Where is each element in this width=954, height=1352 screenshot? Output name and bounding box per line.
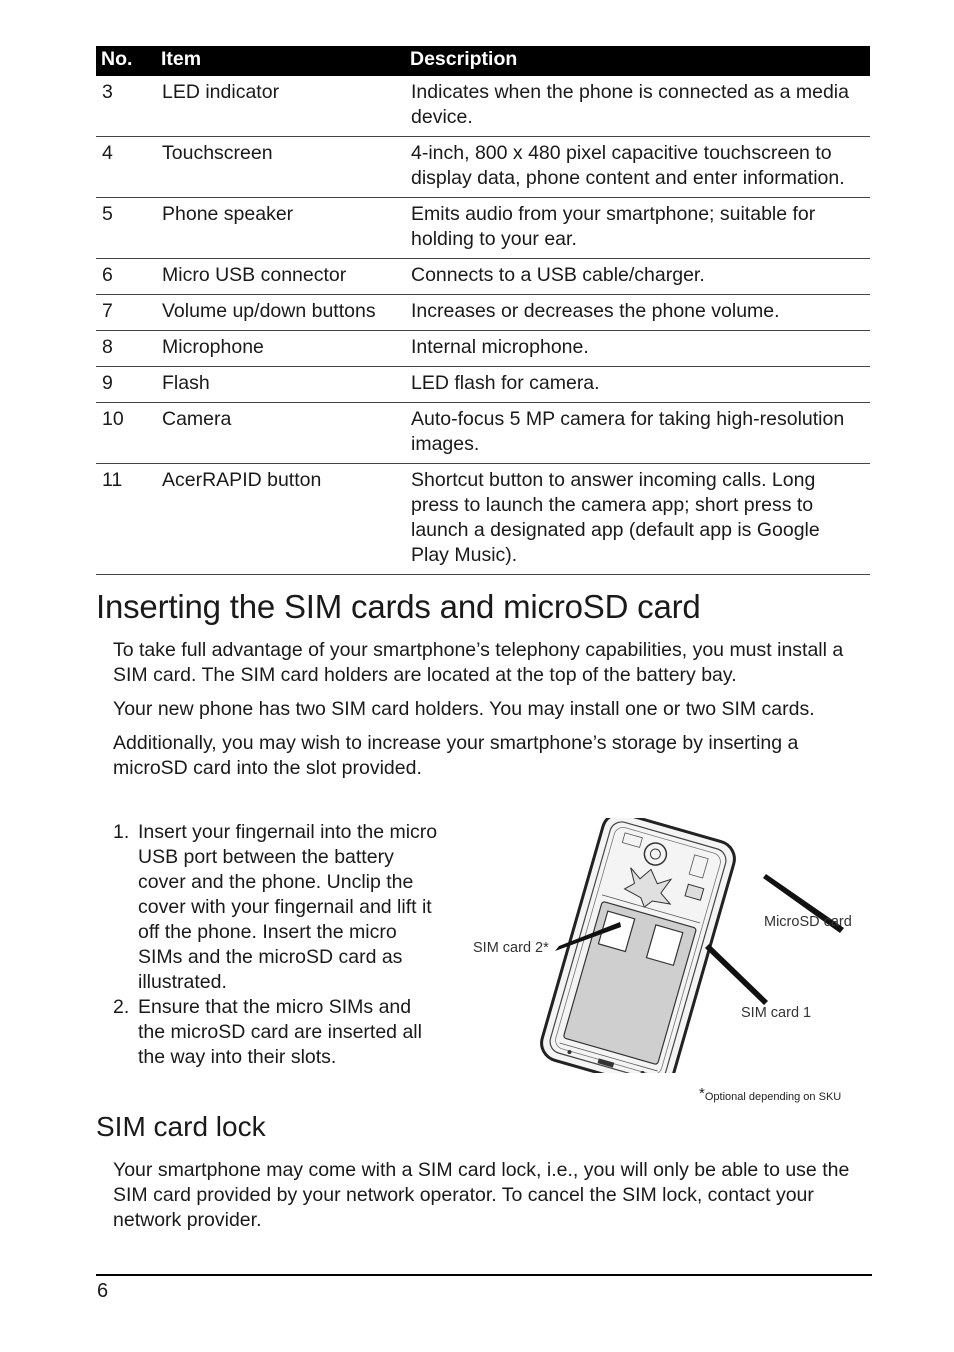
cell-no: 9 [96,367,156,403]
header-no: No. [96,46,156,76]
table-row [96,137,870,198]
cell-description: Auto-focus 5 MP camera for taking high-resolution images. [405,403,870,464]
sim-card-1-label: SIM card 1 [741,1005,812,1021]
cell-item: LED indicator [156,76,405,137]
footer-divider [96,1274,872,1276]
cell-description: Increases or decreases the phone volume. [405,295,870,331]
cell-description: Indicates when the phone is connected as a media device. [405,76,870,137]
step-item [113,820,443,995]
cell-no: 11 [96,464,156,575]
intro-paragraph-2: Your new phone has two SIM card holders. You may install one or two SIM cards. [113,698,815,720]
table-row [96,464,870,575]
cell-no: 6 [96,259,156,295]
intro-paragraph-1: To take full advantage of your smartphone’s telephony capabilities, you must install a SIM card. The SIM card holders are located at the top of the battery bay. [113,639,844,686]
cell-no: 5 [96,198,156,259]
step-number: 2. [113,996,130,1018]
table-header-row [96,46,870,76]
sim-lock-paragraph: Your smartphone may come with a SIM card lock, i.e., you will only be able to use the SIM card provided by your network operator. To cancel the SIM lock, contact your network provider. [113,1159,850,1231]
cell-item: Touchscreen [156,137,405,198]
step-text: Ensure that the micro SIMs and the microSD card are inserted all the way into their slots. [138,996,422,1068]
footnote-text: Optional depending on SKU [704,1091,842,1103]
page-number: 6 [97,1280,109,1302]
step-text: Insert your fingernail into the micro USB port between the battery cover and the phone. Unclip the cover with your fingernail and lift it off the phone. Insert the micro SIMs and the microSD card as illustrated. [138,821,438,993]
table-row [96,259,870,295]
sim1-pointer [705,944,768,1005]
cell-item: AcerRAPID button [156,464,405,575]
sku-footnote [699,1085,841,1103]
table-row [96,367,870,403]
cell-item: Flash [156,367,405,403]
table-row [96,331,870,367]
intro-paragraph-3: Additionally, you may wish to increase your smartphone’s storage by inserting a microSD card into the slot provided. [113,732,799,779]
table-body [96,76,870,575]
table-row [96,403,870,464]
cell-description: Emits audio from your smartphone; suitable for holding to your ear. [405,198,870,259]
microsd-card-label: MicroSD card [764,914,852,930]
cell-no: 3 [96,76,156,137]
cell-description: 4-inch, 800 x 480 pixel capacitive touchscreen to display data, phone content and enter information. [405,137,870,198]
cell-no: 7 [96,295,156,331]
step-number: 1. [113,821,130,843]
subsection-title: SIM card lock [96,1111,266,1142]
cell-item: Camera [156,403,405,464]
table-row [96,76,870,137]
header-description: Description [405,46,870,76]
cell-item: Microphone [156,331,405,367]
section-title: Inserting the SIM cards and microSD card [96,588,701,625]
instruction-steps [113,820,443,1070]
cell-item: Phone speaker [156,198,405,259]
table-row [96,198,870,259]
cell-description: Connects to a USB cable/charger. [405,259,870,295]
cell-item: Volume up/down buttons [156,295,405,331]
cell-no: 10 [96,403,156,464]
footnote-mark: * [699,1085,705,1102]
component-table [96,46,870,575]
header-item: Item [156,46,405,76]
sim-card-illustration [470,818,870,1073]
cell-no: 8 [96,331,156,367]
cell-description: Shortcut button to answer incoming calls. Long press to launch the camera app; short press to launch a designated app (default app is Google Play Music). [405,464,870,575]
step-item [113,995,443,1070]
cell-no: 4 [96,137,156,198]
sim-card-2-label: SIM card 2* [473,940,549,956]
cell-item: Micro USB connector [156,259,405,295]
cell-description: Internal microphone. [405,331,870,367]
cell-description: LED flash for camera. [405,367,870,403]
table-row [96,295,870,331]
